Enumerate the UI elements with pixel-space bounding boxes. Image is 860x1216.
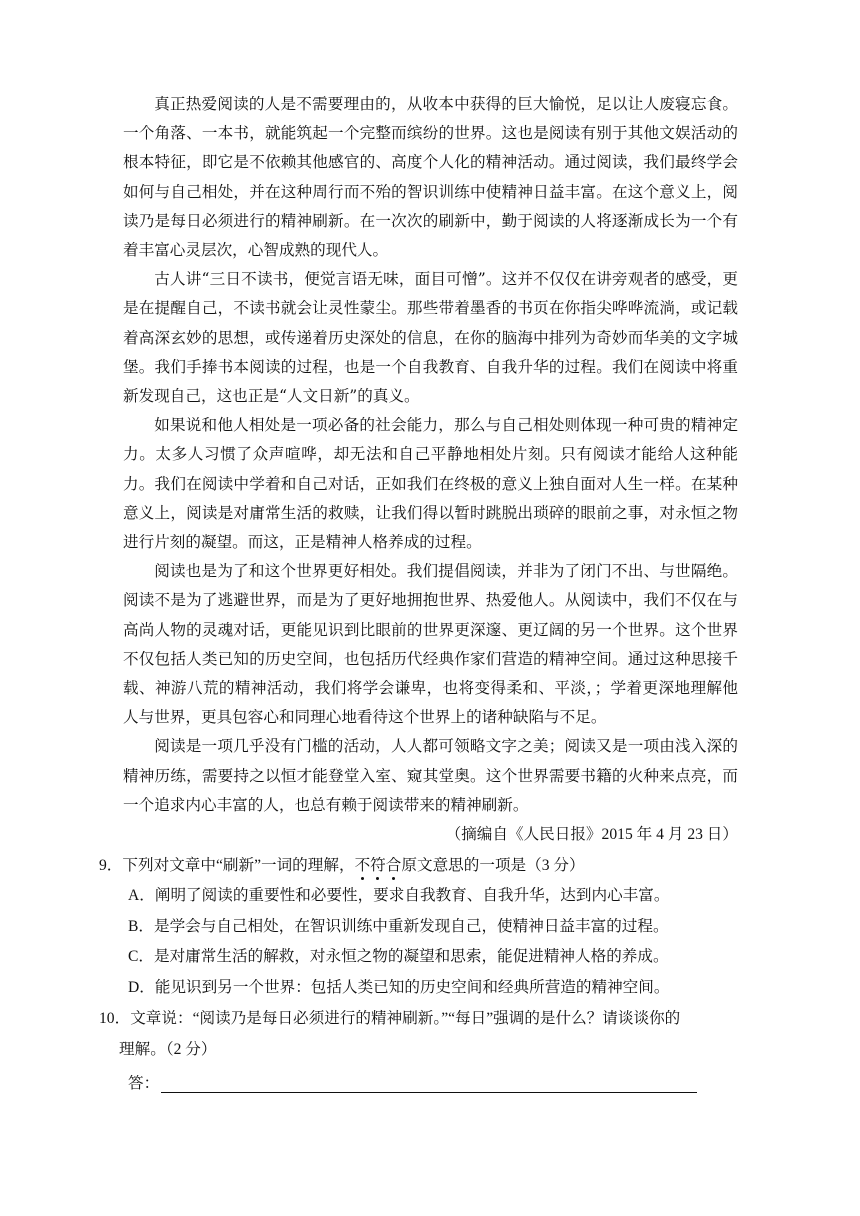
question-10	[99, 1003, 738, 1093]
article-paragraph-5: 阅读是一项几乎没有门槛的活动，人人都可领略文字之美；阅读又是一项由浅入深的精神历练，需要持之以恒才能登堂入室、窥其堂奥。这个世界需要书籍的火种来点亮，而一个追求内心丰富的人，也总有赖于阅读带来的精神刷新。	[123, 737, 738, 814]
question-9-option-b: B．是学会与自己相处，在智识训练中重新发现自己，使精神日益丰富的过程。	[128, 917, 669, 935]
question-9-option-a: A．阐明了阅读的重要性和必要性，要求自我教育、自我升华，达到内心丰富。	[128, 887, 670, 905]
answer-field[interactable]	[161, 1074, 697, 1093]
question-9-option-c: C．是对庸常生活的解救，对永恒之物的凝望和思索，能促进精神人格的养成。	[128, 948, 669, 966]
question-10-number: 10．	[99, 1010, 131, 1028]
question-9	[99, 850, 738, 1003]
question-10-line1: 文章说：“阅读乃是每日必须进行的精神刷新。”“每日”强调的是什么？请谈谈你的	[130, 1010, 681, 1028]
emphasis-dot	[376, 877, 379, 880]
article-paragraph-4: 阅读也是为了和这个世界更好相处。我们提倡阅读，并非为了闭门不出、与世隔绝。阅读不是为了逃避世界，而是为了更好地拥抱世界、热爱他人。从阅读中，我们不仅在与高尚人物的灵魂对话，更能见识到比眼前的世界更深邃、更辽阔的另一个世界。这个世界不仅包括人类已知的历史空间，也包括历代经典作家们营造的精神空间。通过这种思接千载、神游八荒的精神活动，我们将学会谦卑，也将变得柔和、平淡，；学着更深地理解他人与世界，更具包容心和同理心地看待这个世界上的诸种缺陷与不足。	[123, 562, 738, 727]
answer-label: 答：	[128, 1075, 160, 1093]
emphasis-char-2: 符	[370, 857, 386, 874]
answer-row	[128, 1065, 738, 1093]
question-9-stem-before: 下列对文章中“刷新”一词的理解，	[122, 857, 355, 875]
exam-page	[99, 90, 738, 1093]
question-10-stem	[99, 1003, 738, 1034]
question-10-line2: 理解。（2 分）	[119, 1041, 217, 1059]
emphasis-char-1: 不	[355, 857, 371, 874]
question-9-option-d: D．能见识到另一个世界：包括人类已知的历史空间和经典所营造的精神空间。	[128, 978, 670, 996]
article-source: （摘编自《人民日报》2015 年 4 月 23 日）	[445, 826, 738, 844]
article-paragraph-2: 古人讲“三日不读书，便觉言语无味，面目可憎”。这并不仅仅在讲旁观者的感受，更是在提醒自己，不读书就会让灵性蒙尘。那些带着墨香的书页在你指尖哗哗流淌，或记载着高深玄妙的思想，或传递着历史深处的信息，在你的脑海中排列为奇妙而华美的文字城堡。我们手捧书本阅读的过程，也是一个自我教育、自我升华的过程。我们在阅读中将重新发现自己，这也正是“人文日新”的真义。	[123, 270, 738, 406]
question-9-stem-after: 原文意思的一项是（3 分）	[401, 857, 585, 875]
article-paragraph-1: 真正热爱阅读的人是不需要理由的，从收本中获得的巨大愉悦，足以让人废寝忘食。一个角落、一本书，就能筑起一个完整而缤纷的世界。这也是阅读有别于其他文娱活动的根本特征，即它是不依赖其他感官的、高度个人化的精神活动。通过阅读，我们最终学会如何与自己相处，并在这种周行而不殆的智识训练中使精神日益丰富。在这个意义上，阅读乃是每日必须进行的精神刷新。在一次次的刷新中，勤于阅读的人将逐渐成长为一个有着丰富心灵层次，心智成熟的现代人。	[123, 95, 738, 260]
emphasis-dot	[361, 877, 364, 880]
article-paragraph-3: 如果说和他人相处是一项必备的社会能力，那么与自己相处则体现一种可贵的精神定力。太多人习惯了众声喧哗，却无法和自己平静地相处片刻。只有阅读才能给人这种能力。我们在阅读中学着和自己对话，正如我们在终极的意义上独自面对人生一样。在某种意义上，阅读是对庸常生活的救赎，让我们得以暂时跳脱出琐碎的眼前之事，对永恒之物进行片刻的凝望。而这，正是精神人格养成的过程。	[123, 416, 738, 552]
emphasis-dot	[392, 877, 395, 880]
emphasis-char-3: 合	[386, 857, 402, 874]
question-9-number: 9．	[99, 857, 123, 875]
question-9-stem	[99, 850, 738, 881]
